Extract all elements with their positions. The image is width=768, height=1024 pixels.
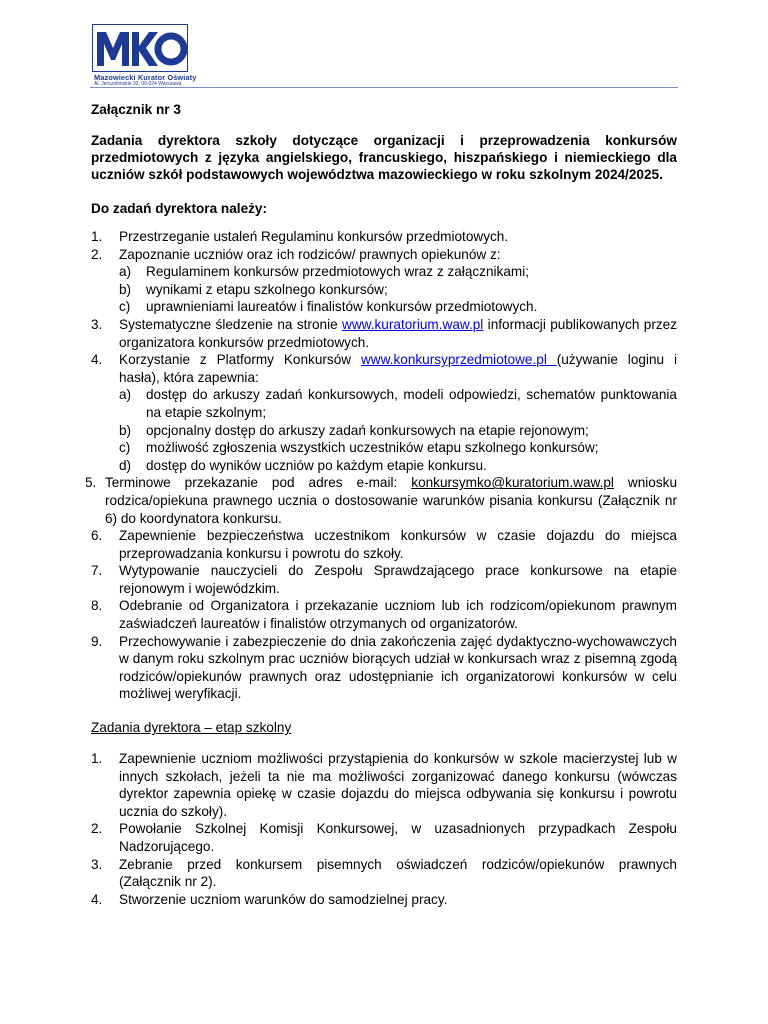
item-text: informacji publikowanych przez organizatora konkursów przedmiotowych.: [119, 316, 678, 350]
sub-item: [119, 422, 677, 440]
item-text: Przestrzeganie ustaleń Regulaminu konkursów przedmiotowych.: [119, 229, 509, 244]
item-text: Terminowe przekazanie pod adres e-mail:: [105, 475, 412, 491]
org-name: Mazowiecki Kurator Oświaty: [94, 73, 197, 82]
sub-letter: a): [119, 264, 132, 280]
list-item: [91, 856, 677, 891]
item-number: 2.: [91, 821, 103, 837]
list-item: [91, 820, 677, 855]
header-divider: [90, 87, 678, 88]
list-item: [91, 246, 677, 316]
item-text: Wytypowanie nauczycieli do Zespołu Sprawdzającego prace konkursowe na etapie rejonowym i wojewódzkim.: [119, 563, 677, 596]
sub-letter: b): [119, 422, 132, 438]
item-number: 7.: [91, 563, 103, 579]
sub-text: opcjonalny dostęp do arkuszy zadań konkursowych na etapie rejonowym;: [146, 422, 589, 438]
item-text: Powołanie Szkolnej Komisji Konkursowej, w uzasadnionych przypadkach Zespołu Nadzorującego.: [119, 821, 677, 854]
item-text: Zapoznanie uczniów oraz ich rodziców/ prawnych opiekunów z:: [119, 246, 501, 262]
item-number: 1.: [91, 751, 103, 767]
item-number: 3.: [91, 856, 103, 872]
sub-text: wynikami z etapu szkolnego konkursów;: [146, 281, 388, 297]
school-stage-tasks-list: [91, 750, 677, 908]
kuratorium-link[interactable]: www.kuratorium.waw.pl: [342, 316, 484, 332]
item-text: Zapewnienie bezpieczeństwa uczestnikom konkursów w czasie dojazdu do miejsca przeprowadzania konkursu i powrotu do szkoły.: [119, 528, 677, 561]
item-text: wniosku rodzica/opiekuna prawnego ucznia o dostosowanie warunków pisania konkursu (Załącznik nr 6) do koordynatora konkursu.: [105, 475, 678, 526]
mko-logo: [92, 24, 188, 72]
director-tasks-list: [85, 228, 678, 703]
sub-item: [119, 298, 677, 316]
sub-item: [119, 386, 677, 421]
list-item: [91, 633, 677, 703]
section-heading-school-stage: Zadania dyrektora – etap szkolny: [91, 720, 292, 736]
page-header: [90, 24, 678, 90]
item-text: Odebranie od Organizatora i przekazanie uczniom lub ich rodzicom/opiekunom prawnym zaświadczeń laureatów i finalistów otrzymanych od organizatorów.: [119, 598, 677, 632]
sub-text: dostęp do wyników uczniów po każdym etapie konkursu.: [146, 457, 487, 473]
document-title: Zadania dyrektora szkoły dotyczące organizacji i przeprowadzenia konkursów przedmiotowych z języka angielskiego, francuskiego, hiszpańskiego i niemieckiego dla uczniów szkół podstawowych województwa mazowieckiego w roku szkolnym 2024/2025.: [91, 133, 677, 182]
konkursy-platform-link[interactable]: www.konkursyprzedmiotowe.pl: [360, 352, 557, 368]
item-text: Stworzenie uczniom warunków do samodzielnej pracy.: [119, 891, 448, 907]
item-number: 3.: [91, 316, 103, 332]
document-body: [85, 98, 678, 908]
attachment-number: Załącznik nr 3: [91, 102, 181, 117]
item-number: 4.: [91, 891, 103, 907]
list-item: [91, 562, 677, 597]
list-item: [91, 597, 677, 632]
org-address: Al. Jerozolimskie 32, 00-024 Warszawa: [94, 81, 182, 87]
sub-item: [119, 281, 677, 299]
sub-letter: c): [119, 299, 131, 315]
sub-letter: a): [119, 387, 132, 403]
item-text: Zebranie przed konkursem pisemnych oświadczeń rodziców/opiekunów prawnych (Załącznik nr 2).: [119, 856, 677, 890]
list-item: [91, 351, 677, 474]
item-number: 2.: [91, 246, 103, 262]
sub-item: [119, 263, 677, 281]
item-text: Przechowywanie i zabezpieczenie do dnia zakończenia zajęć dydaktyczno-wychowawczych w danym roku szkolnym prac uczniów biorących udział w konkursach wraz z pisemną zgodą rodziców/opiekunów prawnych oraz udostępnianie ich organizatorowi konkursów w celu możliwej weryfikacji.: [119, 633, 677, 702]
list-item: [91, 891, 677, 909]
sub-text: dostęp do arkuszy zadań konkursowych, modeli odpowiedzi, schematów punktowania na etapie szkolnym;: [146, 387, 677, 420]
sub-letter: b): [119, 281, 132, 297]
item-text: Systematyczne śledzenie na stronie: [119, 316, 343, 332]
list-item: [91, 527, 677, 562]
list-item: [91, 750, 677, 820]
sub-list: [119, 263, 677, 316]
sub-item: [119, 457, 677, 475]
list-item: [91, 316, 677, 351]
sub-text: Regulaminem konkursów przedmiotowych wraz z załącznikami;: [146, 264, 530, 280]
item-number: 9.: [91, 633, 103, 649]
list-item: [91, 228, 677, 246]
item-text: (używanie loginu i hasła), która zapewnia:: [119, 352, 677, 385]
item-number: 6.: [91, 528, 103, 544]
email-link[interactable]: konkursymko@kuratorium.waw.pl: [411, 475, 614, 491]
item-number: 1.: [91, 229, 103, 244]
item-text: Zapewnienie uczniom możliwości przystąpienia do konkursów w szkole macierzystej lub w innych szkołach, jeżeli ta nie ma możliwości zorganizować danego konkursu (wówczas dyrektor zapewnia opiekę w czasie dojazdu do miejsca odbywania się konkursu i powrotu ucznia do szkoły).: [119, 751, 677, 819]
sub-letter: d): [119, 457, 132, 473]
lead-heading: Do zadań dyrektora należy:: [91, 201, 268, 216]
sub-text: uprawnieniami laureatów i finalistów konkursów przedmiotowych.: [146, 299, 538, 315]
item-text: Korzystanie z Platformy Konkursów: [119, 352, 361, 368]
list-item: [85, 474, 677, 527]
sub-item: [119, 439, 677, 457]
sub-letter: c): [119, 440, 131, 456]
item-number: 4.: [91, 352, 103, 368]
sub-list: [119, 386, 677, 474]
item-number: 5.: [85, 475, 97, 491]
sub-text: możliwość zgłoszenia wszystkich uczestników etapu szkolnego konkursów;: [146, 440, 599, 456]
item-number: 8.: [91, 598, 103, 614]
